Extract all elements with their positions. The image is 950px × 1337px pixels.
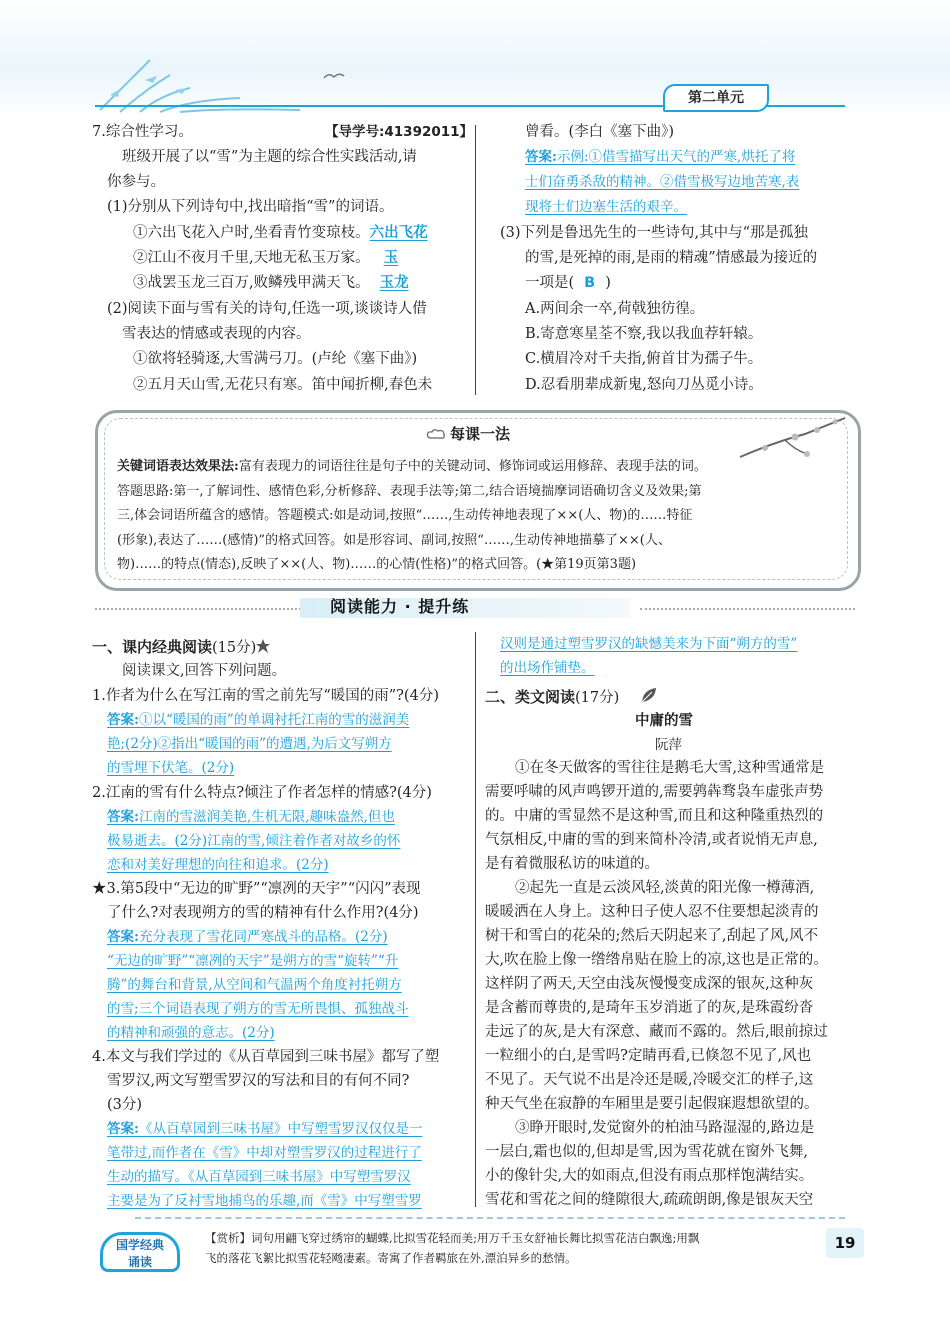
article-author: 阮萍 xyxy=(655,737,682,753)
classics-logo xyxy=(100,1232,180,1272)
rq4-answer: 答案:《从百草园到三味书屋》中写塑雪罗汉仅仅是一 xyxy=(107,1121,423,1137)
option-d: D.忍看朋辈成新鬼,怒向刀丛觅小诗。 xyxy=(525,377,763,393)
para1-line5: 是有着微服私访的味道的。 xyxy=(485,856,659,872)
section1-intro: 阅读课文,回答下列问题。 xyxy=(122,663,287,679)
footer-note-line1: 【赏析】词句用翩飞穿过绣帘的蝴蝶,比拟雪花轻而美;用万千玉女舒袖长舞比拟雪花洁白飘逸;用飘 xyxy=(205,1231,700,1245)
banner-dots-right xyxy=(640,608,855,610)
para2-line1: ②起先一直是云淡风轻,淡黄的阳光像一樽薄酒, xyxy=(515,880,815,896)
reed-decoration-icon xyxy=(90,50,310,120)
rq4-answer-cont: 汉则是通过塑雪罗汉的缺憾美来为下面“朔方的雪” xyxy=(500,636,798,652)
logo-line2: 诵读 xyxy=(127,1255,152,1269)
q7-intro-line2: 你参与。 xyxy=(107,174,165,190)
q7-number: 7.综合性学习。 xyxy=(92,124,193,140)
option-a: A.两间余一卒,荷戟独彷徨。 xyxy=(525,301,705,317)
para3-line1: ③睁开眼时,发觉窗外的柏油马路湿湿的,路边是 xyxy=(515,1120,815,1136)
unit-tag: 第二单元 xyxy=(663,84,769,112)
q7-part1-c: ③战罢玉龙三百万,败鳞残甲满天飞。 玉龙 xyxy=(133,274,409,291)
para2-line9: 不见了。天气说不出是冷还是暖,冷暖交汇的样子,这 xyxy=(485,1072,814,1088)
para3-line2: 一层白,霜也似的,但却是雪,因为雪花就在窗外飞舞, xyxy=(485,1144,808,1160)
q7-intro-line1: 班级开展了以“雪”为主题的综合性实践活动,请 xyxy=(122,149,417,165)
method-line3: 三,体会词语所蕴含的感情。答题模式:如是动词,按照“……,生动传神地表现了××(人、物)的……特征 xyxy=(117,508,693,523)
rq2: 2.江南的雪有什么特点?倾注了作者怎样的情感?(4分) xyxy=(92,785,432,801)
column-divider xyxy=(475,125,476,395)
q7-part2-b: ②五月天山雪,无花只有寒。笛中闻折柳,春色未 xyxy=(133,377,433,393)
q7-part1-a: ①六出飞花入户时,坐看青竹变琼枝。六出飞花 xyxy=(133,224,428,241)
rq4-answer-line4: 主要是为了反衬雪地捕鸟的乐趣,而《雪》中写塑雪罗 xyxy=(107,1193,422,1209)
banner-title: 阅读能力 · 提升练 xyxy=(330,597,470,616)
rq3-answer: 答案:充分表现了雪花同严寒战斗的品格。(2分) xyxy=(107,929,388,945)
rq1-answer-line2: 艳;(2分)②指出“暖国的雨”的遭遇,为后文写朔方 xyxy=(107,736,392,752)
article-title: 中庸的雪 xyxy=(635,713,693,729)
q3-line1: (3)下列是鲁迅先生的一些诗句,其中与“那是孤独 xyxy=(500,225,809,241)
rq4-answer-line2: 笔带过,而作者在《雪》中却对塑雪罗汉的过程进行了 xyxy=(107,1145,422,1161)
rq3-answer-line5: 的精神和顽强的意志。(2分) xyxy=(107,1025,275,1041)
cloud-icon xyxy=(425,427,447,441)
para3-line4: 雪花和雪花之间的缝隙很大,疏疏朗朗,像是银灰天空 xyxy=(485,1192,814,1208)
method-line4: (形象),表达了……(感情)”的格式回答。如是形容词、副词,按照“……,生动传神地描摹了××(人、 xyxy=(117,533,671,548)
footer-dashed-line xyxy=(135,1217,845,1219)
leaf-icon xyxy=(255,638,271,654)
para2-line5: 这样阴了两天,天空由浅灰慢慢变成深的银灰,这种灰 xyxy=(485,976,814,992)
rq1-answer: 答案:①以“暖国的雨”的单调衬托江南的雪的滋润美 xyxy=(107,712,410,728)
rq4: 4.本文与我们学过的《从百草园到三味书屋》都写了塑 xyxy=(92,1049,440,1065)
para2-line6: 是含蓄而尊贵的,是琦年玉岁消逝了的灰,是珠霞纷沓 xyxy=(485,1000,814,1016)
rq2-answer-line3: 恋和对美好理想的向往和追求。(2分) xyxy=(107,857,329,873)
para1-line3: 的。中庸的雪显然不是这种雪,而且和这种隆重热烈的 xyxy=(485,808,824,824)
q7-part2-line2: 雪表达的情感或表现的内容。 xyxy=(122,326,311,342)
option-c: C.横眉冷对千夫指,俯首甘为孺子牛。 xyxy=(525,351,763,367)
rq3-line2: 了什么?对表现朔方的雪的精神有什么作用?(4分) xyxy=(107,905,419,921)
para1-line2: 需要呼啸的风声鸣锣开道的,需要鹑犇骛袅车虚张声势 xyxy=(485,784,824,800)
page-number: 19 xyxy=(826,1228,864,1258)
q7-answer: 答案:示例:①借雪描写出天气的严寒,烘托了将 xyxy=(525,149,796,165)
method-line2: 答题思路:第一,了解词性、感情色彩,分析修辞、表现手法等;第二,结合语境揣摩词语确切含义及效果;第 xyxy=(117,484,702,499)
para2-line3: 树干和雪白的花朵的;然后天阴起来了,刮起了风,风不 xyxy=(485,928,819,944)
method-line1: 关键词语表达效果法:富有表现力的词语往往是句子中的关键动词、修饰词或运用修辞、表现手法的词。 xyxy=(117,459,707,474)
para1-line1: ①在冬天做客的雪往往是鹅毛大雪,这种雪通常是 xyxy=(515,760,825,776)
rq4-line2: 雪罗汉,两文写塑雪罗汉的写法和目的有何不同? xyxy=(107,1073,410,1089)
rq3-answer-line3: 腾”的舞台和背景,从空间和气温两个角度衬托朔方 xyxy=(107,977,402,993)
rq2-answer-line2: 极易逝去。(2分)江南的雪,倾注着作者对故乡的怀 xyxy=(107,833,401,849)
rq2-answer: 答案:江南的雪滋润美艳,生机无限,趣味盎然,但也 xyxy=(107,809,395,825)
para3-line3: 小的像针尖,大的如雨点,但没有雨点那样饱满结实。 xyxy=(485,1168,814,1184)
para2-line8: 一粒细小的白,是雪吗?定睛再看,已倏忽不见了,风也 xyxy=(485,1048,812,1064)
para2-line10: 种天气坐在寂静的车厢里是要引起假寐遐想欲望的。 xyxy=(485,1096,819,1112)
lower-column-divider xyxy=(475,632,476,1207)
option-b: B.寄意寒星荃不察,我以我血荐轩辕。 xyxy=(525,326,763,342)
rq3: ★3.第5段中“无边的旷野”“凛冽的天宇”“闪闪”表现 xyxy=(92,881,421,897)
q7-answer-line3: 现将士们边塞生活的艰辛。 xyxy=(525,199,687,215)
rq3-answer-line4: 的雪;三个词语表现了朔方的雪无所畏惧、孤独战斗 xyxy=(107,1001,409,1017)
leaf2-icon xyxy=(640,686,658,704)
q3-line3: 一项是( B ) xyxy=(525,275,611,291)
rq4-line3: (3分) xyxy=(107,1097,143,1113)
footer-note-line2: 飞的落花飞絮比拟雪花轻飏凄素。寄寓了作者羁旅在外,漂泊异乡的愁情。 xyxy=(205,1251,577,1265)
section2-header: 二、类文阅读(17分) xyxy=(485,688,620,706)
rq3-answer-line2: “无边的旷野”“凛冽的天宇”是朔方的雪“旋转”“升 xyxy=(107,953,399,969)
para2-line7: 走远了的灰,是大有深意、藏而不露的。然后,眼前掠过 xyxy=(485,1024,828,1040)
plum-branch-icon xyxy=(735,412,850,462)
q3-line2: 的雪,是死掉的雨,是雨的精魂”情感最为接近的 xyxy=(525,250,818,266)
rq4-answer-line3: 生动的描写。《从百草园到三味书屋》中写塑雪罗汉 xyxy=(107,1169,411,1185)
q7-part1: (1)分别从下列诗句中,找出暗指“雪”的词语。 xyxy=(107,199,394,215)
banner-dots-left xyxy=(95,608,305,610)
q7-part1-b: ②江山不夜月千里,天地无私玉万家。 玉 xyxy=(133,249,399,266)
rq1-answer-line3: 的雪埋下伏笔。(2分) xyxy=(107,760,235,776)
q7-answer-line2: 士们奋勇杀敌的精神。②借雪极写边地苦寒,表 xyxy=(525,174,800,190)
rq1: 1.作者为什么在写江南的雪之前先写“暖国的雨”?(4分) xyxy=(92,688,439,704)
bird-icon xyxy=(322,70,346,82)
q7-part2-line1: (2)阅读下面与雪有关的诗句,任选一项,谈谈诗人借 xyxy=(107,301,427,317)
logo-line1: 国学经典 xyxy=(115,1238,164,1252)
guide-number: 【导学号:41392011】 xyxy=(325,124,474,140)
poem-source: 曾看。(李白《塞下曲》) xyxy=(525,124,675,140)
para2-line4: 大,吹在脸上像一绺绺帛贴在脸上的凉,这也是正常的。 xyxy=(485,952,828,968)
para2-line2: 暖暖洒在人身上。这种日子使人忍不住要想起淡青的 xyxy=(485,904,819,920)
method-title: 每课一法 xyxy=(450,425,511,443)
para1-line4: 气氛相反,中庸的雪的到来简朴冷清,或者说悄无声息, xyxy=(485,832,818,848)
q7-part2-a: ①欲将轻骑逐,大雪满弓刀。(卢纶《塞下曲》) xyxy=(133,351,418,367)
method-line5: 物)……的特点(情态),反映了××(人、物)……的心情(性格)”的格式回答。(★第19页第3题) xyxy=(117,557,637,572)
rq4-answer-cont2: 的出场作铺垫。 xyxy=(500,660,595,676)
section1-header: 一、课内经典阅读(15分) xyxy=(92,638,257,656)
